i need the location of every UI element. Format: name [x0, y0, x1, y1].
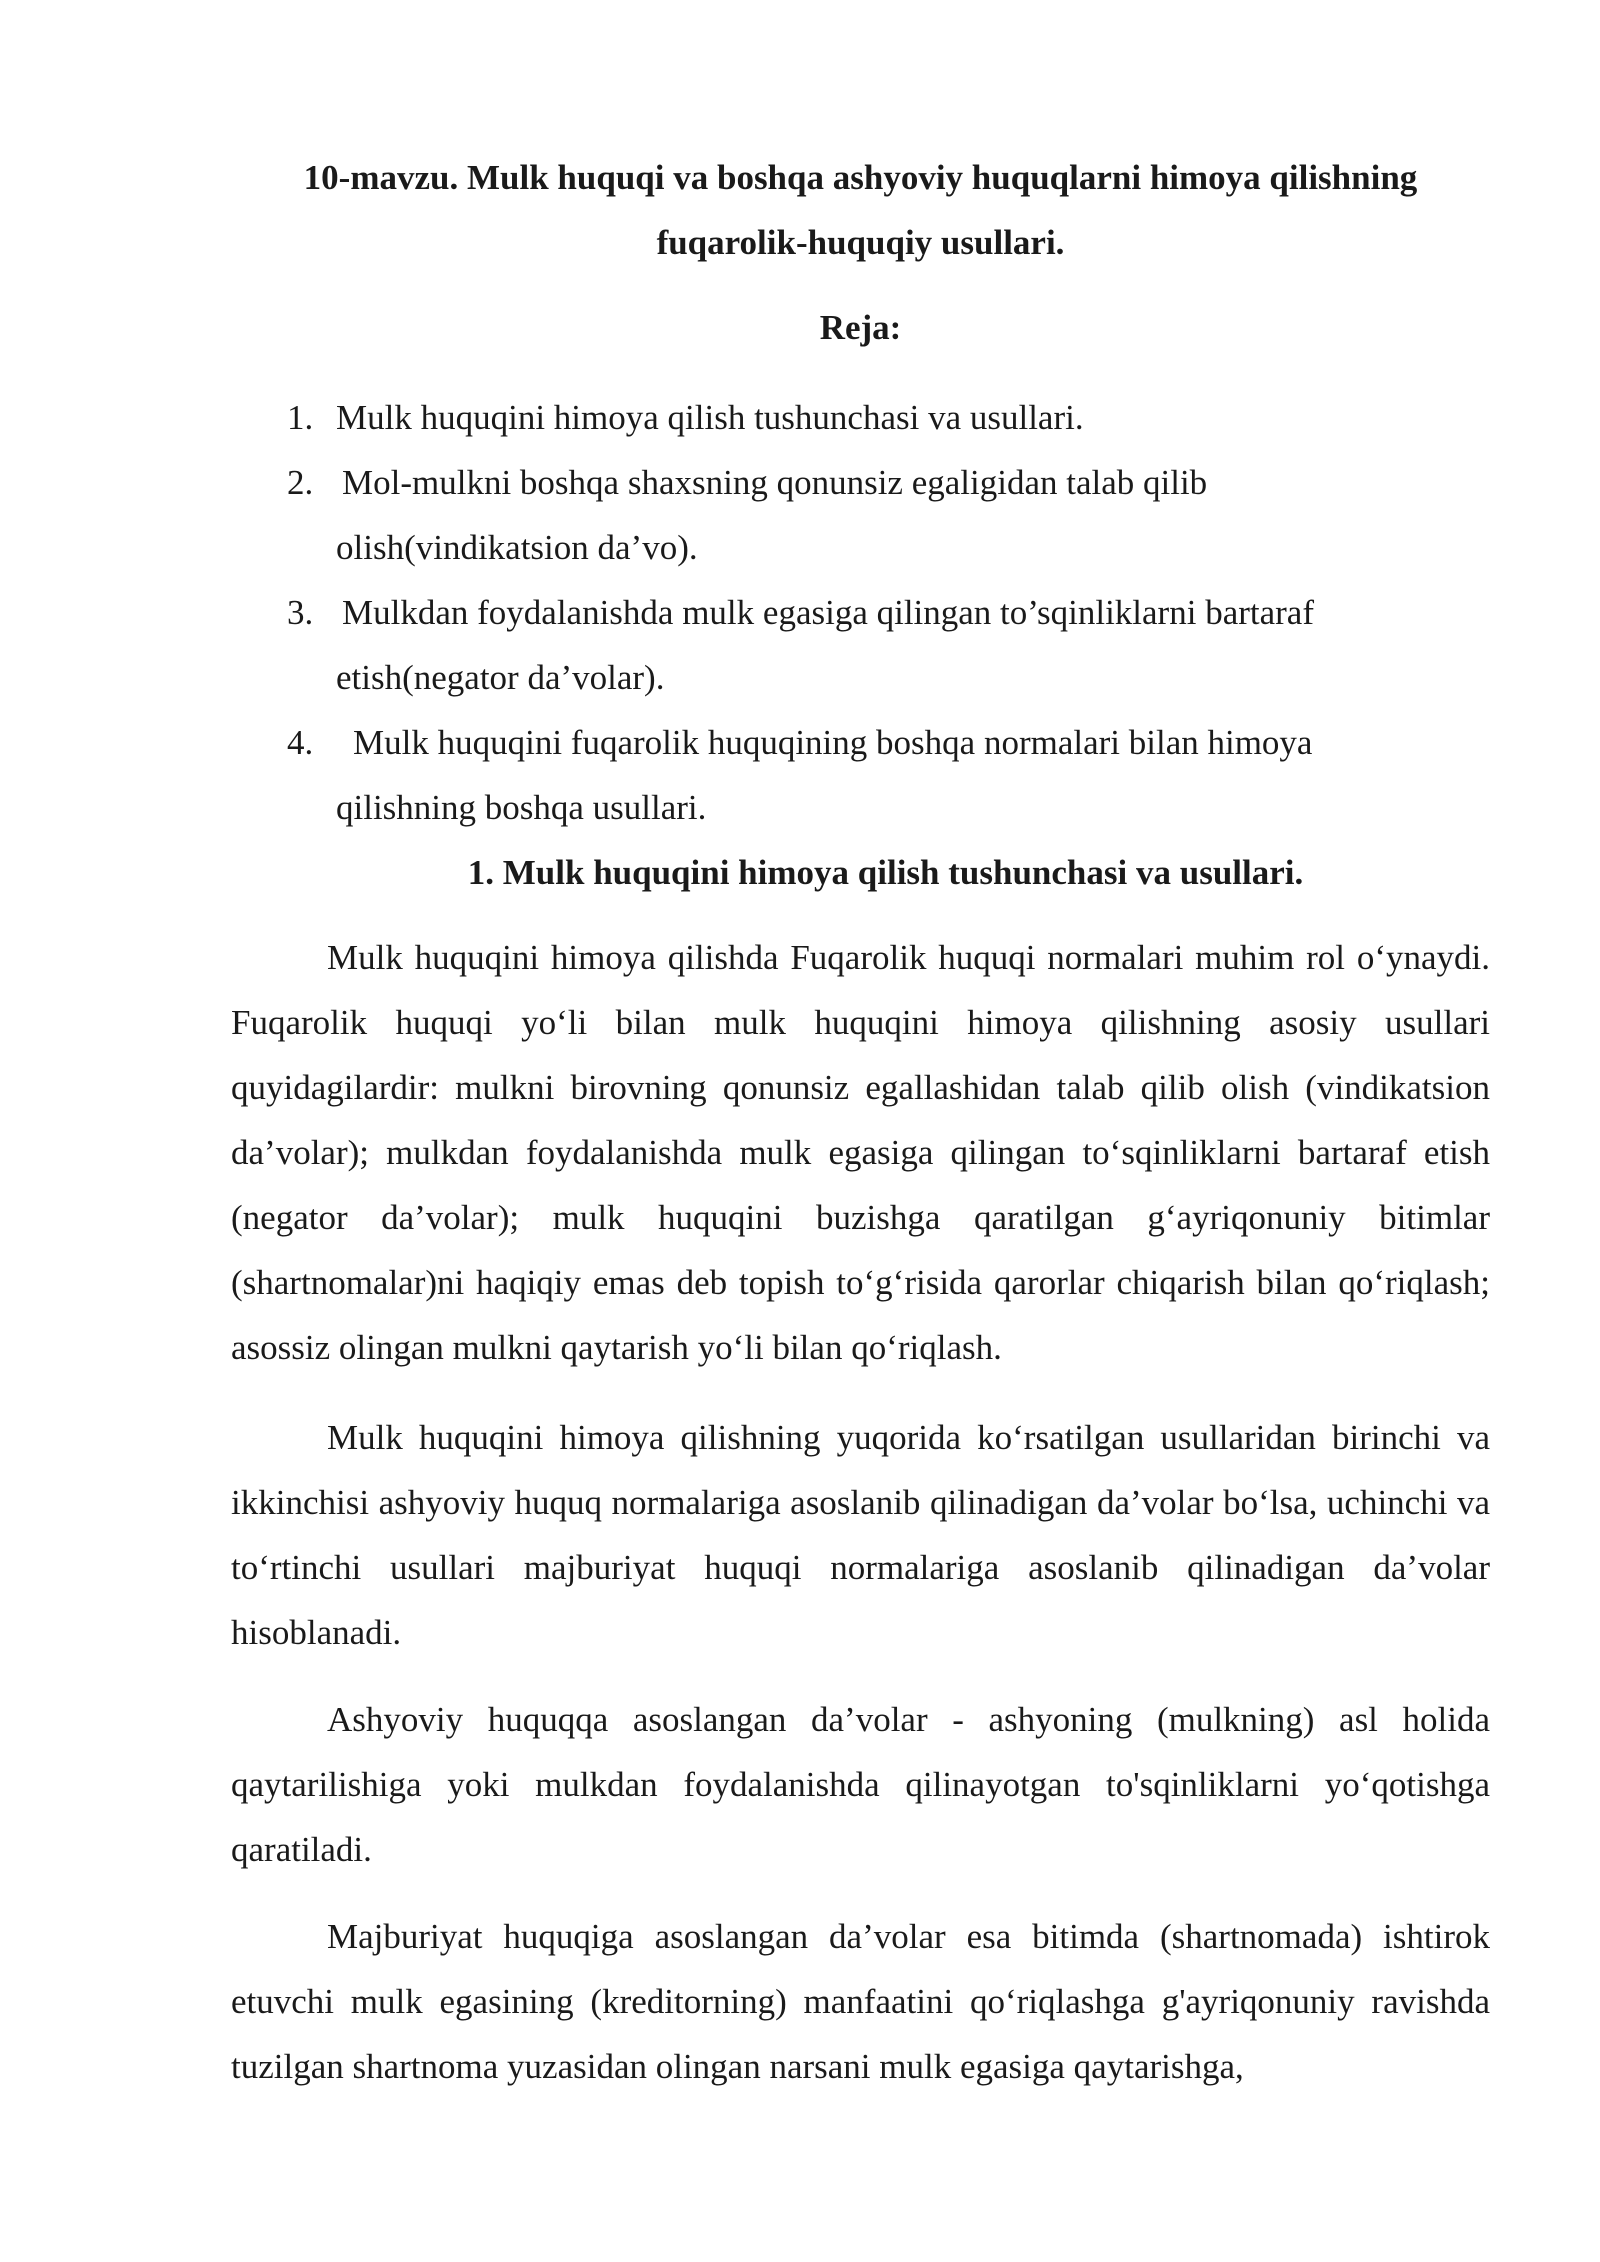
document-title — [231, 145, 1490, 275]
plan-item-text: Mol-mulkni boshqa shaxsning qonunsiz egaligidan talab qilib olish(vindikatsion da’vo). — [336, 463, 1208, 567]
title-line-1: 10-mavzu. Mulk huquqi va boshqa ashyoviy huquqlarni himoya qilishning — [303, 158, 1418, 197]
section-heading: 1. Mulk huquqini himoya qilish tushunchasi va usullari. — [467, 853, 1304, 892]
body-paragraph: Majburiyat huquqiga asoslangan da’volar esa bitimda (shartnomada) ishtirok etuvchi mulk egasining (kreditorning) manfaatini qo‘riqlashga g'ayriqonuniy ravishda tuzilgan shartnoma yuzasidan olingan narsani mulk egasiga qaytarishga, — [231, 1917, 1490, 2086]
title-line-2: fuqarolik-huquqiy usullari. — [656, 223, 1065, 262]
plan-item-text: Mulk huquqini himoya qilish tushunchasi va usullari. — [336, 398, 1084, 437]
body-paragraph: Mulk huquqini himoya qilishning yuqorida ko‘rsatilgan usullaridan birinchi va ikkinchisi ashyoviy huquq normalariga asoslanib qilinadigan da’volar bo‘lsa, uchinchi va to‘rtinchi usullari majburiyat huquqi normalariga asoslanib qilinadigan da’volar hisoblanadi. — [231, 1418, 1490, 1652]
body-paragraph: Mulk huquqini himoya qilishda Fuqarolik huquqi normalari muhim rol o‘ynaydi. Fuqarolik huquqi yo‘li bilan mulk huquqini himoya qilishning asosiy usullari quyidagilardir: mulkni birovning qonunsiz egallashidan talab qilib olish (vindikatsion da’volar); mulkdan foydalanishda mulk egasiga qilingan to‘sqinliklarni bartaraf etish (negator da’volar); mulk huquqini buzishga qaratilgan g‘ayriqonuniy bitimlar (shartnomalar)ni haqiqiy emas deb topish to‘g‘risida qarorlar chiqarish bilan qo‘riqlash; asossiz olingan mulkni qaytarish yo‘li bilan qo‘riqlash. — [231, 938, 1490, 1367]
body-paragraph: Ashyoviy huquqqa asoslangan da’volar - ashyoning (mulkning) asl holida qaytarilishiga yoki mulkdan foydalanishda qilinayotgan to'sqinliklarni yo‘qotishga qaratiladi. — [231, 1700, 1490, 1869]
plan-item-text: Mulk huquqini fuqarolik huquqining boshqa normalari bilan himoya qilishning boshqa usullari. — [336, 723, 1313, 827]
plan-item-number: 4. — [287, 723, 314, 762]
plan-item-number: 2. — [287, 463, 314, 502]
plan-item-text: Mulkdan foydalanishda mulk egasiga qilingan to’sqinliklarni bartaraf etish(negator da’volar). — [336, 593, 1314, 697]
plan-item — [231, 580, 1490, 710]
plan-heading: Reja: — [819, 308, 902, 347]
plan-item — [231, 385, 1490, 450]
plan-item — [231, 450, 1490, 580]
plan-item — [231, 710, 1490, 840]
plan-item-number: 3. — [287, 593, 314, 632]
plan-list — [231, 385, 1490, 840]
plan-item-number: 1. — [287, 398, 314, 437]
